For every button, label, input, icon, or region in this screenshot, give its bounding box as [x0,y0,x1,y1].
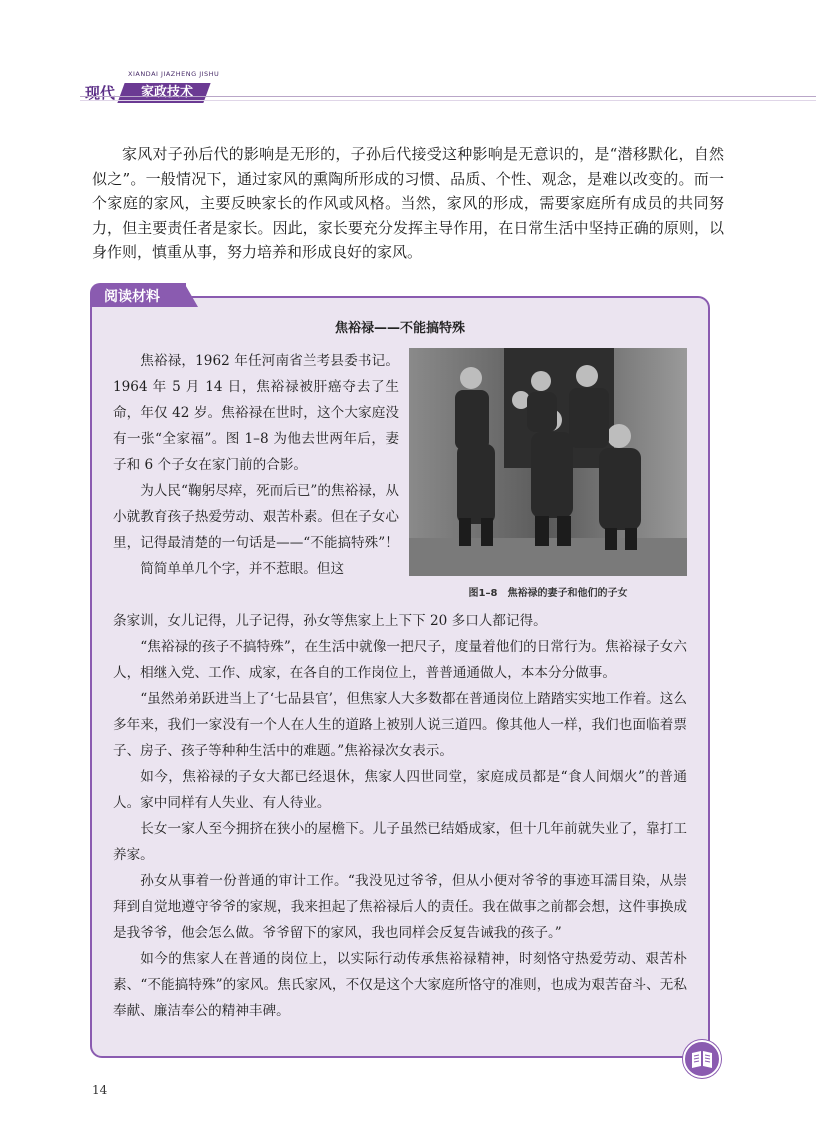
series-tag: 家政技术 [140,85,193,100]
reading-paragraph-5: “虽然弟弟跃进当上了‘七品县官’，但焦家人大多数都在普通岗位上踏踏实实地工作着。这么多年来，我们一家没有一个人在人生的道路上被别人说三道四。像其他人一样，我们也面临着票子、房子、孩子等种种生活中的难题。”焦裕禄次女表示。 [113,691,687,759]
reading-paragraph-6: 如今，焦裕禄的子女大都已经退休，焦家人四世同堂，家庭成员都是“食人间烟火”的普通人。家中同样有人失业、有人待业。 [113,769,687,811]
reading-title: 焦裕禄——不能搞特殊 [334,321,465,336]
reading-paragraph-4: “焦裕禄的孩子不搞特殊”，在生活中就像一把尺子，度量着他们的日常行为。焦裕禄子女六人，相继入党、工作、成家，在各自的工作岗位上，普普通通做人，本本分分做事。 [113,639,687,681]
intro-section [92,142,724,265]
book-icon [683,1040,721,1078]
reading-paragraph-8: 孙女从事着一份普通的审计工作。“我没见过爷爷，但从小便对爷爷的事迹耳濡目染，从崇拜到自觉地遵守爷爷的家规，我来担起了焦裕禄后人的责任。我在做事之前都会想，这件事换成是我爷爷，他会怎么做。爷爷留下的家风，我也同样会反复告诫我的孩子。” [113,873,687,941]
reading-paragraph-1: 焦裕禄，1962 年任河南省兰考县委书记。1964 年 5 月 14 日，焦裕禄被肝癌夺去了生命，年仅 42 岁。焦裕禄在世时，这个大家庭没有一张“全家福”。图 1–8 为他去世两年后，妻子和 6 个子女在家门前的合影。 [113,353,399,473]
header-divider-secondary [80,100,816,101]
reading-paragraph-3-rest: 条家训，女儿记得，儿子记得，孙女等焦家上上下下 20 多口人都记得。 [113,613,547,629]
header-divider [80,96,816,97]
reading-tab-label: 阅读材料 [104,289,160,305]
reading-paragraph-9: 如今的焦家人在普通的岗位上，以实际行动传承焦裕禄精神，时刻恪守热爱劳动、艰苦朴素、“不能搞特殊”的家风。焦氏家风，不仅是这个大家庭所恪守的准则，也成为艰苦奋斗、无私奉献、廉洁奉公的精神丰碑。 [113,951,687,1019]
family-photo-illustration [409,348,687,576]
page-number: 14 [92,1083,108,1097]
reading-left-column [113,348,399,582]
series-prefix: 现代 [85,84,116,102]
photo-caption: 图1–8 焦裕禄的妻子和他们的子女 [468,588,628,599]
header-pinyin: XIANDAI JIAZHENG JISHU [128,70,220,78]
page-header [0,0,816,110]
reading-full-width [113,608,687,1024]
family-photo [409,348,687,576]
reading-paragraph-7: 长女一家人至今拥挤在狭小的屋檐下。儿子虽然已结婚成家，但十几年前就失业了，靠打工养家。 [113,821,687,863]
book-icon-glyph [685,1042,719,1076]
reading-paragraph-2: 为人民“鞠躬尽瘁，死而后已”的焦裕禄，从小就教育孩子热爱劳动、艰苦朴素。但在子女心里，记得最清楚的一句话是——“不能搞特殊”！ [113,483,399,551]
intro-paragraph: 家风对子孙后代的影响是无形的，子孙后代接受这种影响是无意识的，是“潜移默化，自然似之”。一般情况下，通过家风的熏陶所形成的习惯、品质、个性、观念，是难以改变的。而一个家庭的家风，主要反映家长的作风或风格。当然，家风的形成，需要家庭所有成员的共同努力，但主要责任者是家长。因此，家长要充分发挥主导作用，在日常生活中坚持正确的原则，以身作则，慎重从事，努力培养和形成良好的家风。 [92,145,724,262]
reading-paragraph-3-start: 简简单单几个字，并不惹眼。但这 [140,561,345,577]
